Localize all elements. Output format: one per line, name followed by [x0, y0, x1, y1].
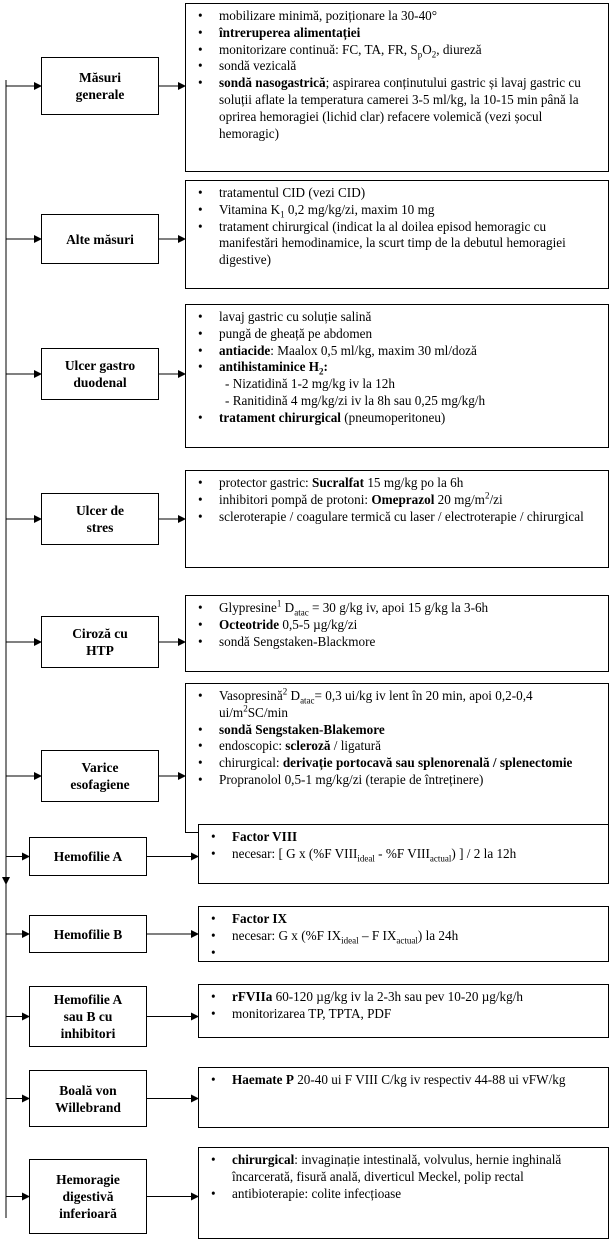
label-hemB	[29, 915, 147, 953]
box-lower	[198, 1147, 609, 1239]
list-item: • chirurgical: derivație portocavă sau splenorenală / splenectomie	[192, 755, 600, 772]
label-line: Măsuri	[78, 70, 121, 85]
list-item: • necesar: [ G x (%F $VIII_{ideal} - \%F$ $VIII_{actual}$) ] / 2 la 12h	[205, 846, 600, 863]
label-cirrhosis	[41, 616, 159, 668]
label-line: generale	[75, 87, 125, 102]
label-line: sau B cu	[63, 1009, 113, 1024]
list-item: • Glypresine$^1$ $D_{atac} = 30$ g/kg iv, apoi 15 g/kg la 3-6h	[192, 600, 600, 617]
list-item: • antibioterapie: colite infecțioase	[205, 1186, 600, 1203]
list-item: • tratament chirurgical (indicat la al doilea episod hemoragic cu manifestări hemodinamice, la scurt timp de la debutul hemoragiei digestive)	[192, 219, 600, 269]
list-item: - Ranitidină 4 mg/kg/zi iv la 8h sau 0,25 mg/kg/h	[225, 392, 486, 408]
list-item: • mobilizare minimă, poziționare la 30-40°	[192, 8, 600, 25]
list-item: • Haemate P 20-40 ui F VIII C/kg iv respectiv 44-88 ui vFW/kg	[205, 1072, 600, 1089]
list-item: • Octeotride 0,5-5 µg/kg/zi	[192, 617, 600, 634]
label-line: HTP	[86, 643, 114, 658]
label-line: stres	[86, 520, 114, 535]
box-general	[185, 3, 609, 172]
list-item: • întreruperea alimentației	[192, 25, 600, 42]
list-item: • Factor VIII	[205, 829, 600, 846]
label-hemA	[29, 837, 147, 876]
label-line: Hemofilie A	[53, 992, 123, 1007]
list-item: • tratament chirurgical (pneumoperitoneu)	[192, 410, 600, 427]
label-line: digestivă	[62, 1189, 114, 1204]
box-cirrhosis	[185, 595, 609, 672]
label-line: Willebrand	[55, 1099, 121, 1115]
list-item: • sondă Sengstaken-Blakemore	[192, 722, 600, 739]
label-line: inferioară	[59, 1206, 117, 1221]
box-hemInh	[198, 984, 609, 1038]
label-lower	[29, 1159, 147, 1234]
list-item: • necesar: G x (%F $IX_{ideal}$ – F $IX_{actual}$) la 24h	[205, 928, 600, 945]
list-item: • chirurgical: invaginație intestinală, volvulus, hernie inghinală încarcerată, fisură anală, diverticul Meckel, polip rectal	[205, 1152, 600, 1186]
label-line: Hemoragie	[56, 1172, 120, 1187]
label-stress	[41, 493, 159, 545]
list-item: • monitorizarea TP, TPTA, PDF	[205, 1006, 600, 1023]
label-general	[41, 57, 159, 115]
label-other	[41, 214, 159, 264]
label-line: Hemofilie B	[53, 926, 123, 942]
list-item: • sondă nasogastrică; aspirarea conținutului gastric și lavaj gastric cu soluții aflate la temperatura camerei 3-5 ml/kg, la 10-15 min până la oprirea hemoragiei (lichid clar) refacere volemică (vezi șocul hemoragic)	[192, 75, 600, 142]
box-hemB	[198, 906, 609, 962]
label-line: inhibitori	[60, 1026, 116, 1041]
list-item: • scleroterapie / coagulare termică cu laser / electroterapie / chirurgical	[192, 509, 600, 526]
label-line: Alte măsuri	[66, 231, 134, 247]
label-vwd	[29, 1070, 147, 1127]
label-line: Ciroză cu	[72, 626, 128, 641]
box-ulcer	[185, 304, 609, 448]
list-item: • Vasopresină$^2$ $D_{atac}= 0,3$ ui/kg iv lent în 20 min, apoi 0,2-0,4 $ui/m^2SC/\min$	[192, 688, 600, 722]
list-item: • pungă de gheață pe abdomen	[192, 326, 600, 343]
list-item: • Factor IX	[205, 911, 600, 928]
label-line: duodenal	[73, 375, 127, 390]
box-varices	[185, 683, 609, 833]
label-line: Hemofilie A	[53, 849, 123, 864]
list-item: • rFVIIa 60-120 µg/kg iv la 2-3h sau pev 10-20 µg/kg/h	[205, 989, 600, 1006]
label-line: Boală von	[59, 1082, 117, 1098]
list-item: • Propranolol 0,5-1 mg/kg/zi (terapie de întreținere)	[192, 772, 600, 789]
list-item: • monitorizare continuă: FC, TA, FR, $S_pO_2$, diureză	[192, 42, 600, 59]
label-line: Ulcer de	[75, 503, 125, 518]
list-item: - Nizatidină 1-2 mg/kg iv la 12h	[225, 376, 395, 392]
box-stress	[185, 470, 609, 568]
list-item: • sondă vezicală	[192, 58, 600, 75]
list-item: • inhibitori pompă de protoni: Omeprazol 20 $mg/m^2/zi$	[192, 492, 600, 509]
box-other	[185, 180, 609, 289]
list-item: • endoscopic: scleroză / ligatură	[192, 738, 600, 755]
label-hemInh	[29, 986, 147, 1047]
list-item: • tratamentul CID (vezi CID)	[192, 185, 600, 202]
list-item: • Vitamina $K_1$ 0,2 mg/kg/zi, maxim 10 mg	[192, 202, 600, 219]
label-ulcer	[41, 348, 159, 400]
box-vwd	[198, 1067, 609, 1128]
label-line: esofagiene	[70, 777, 130, 792]
label-line: Varice	[81, 760, 119, 775]
list-item: • sondă Sengstaken-Blackmore	[192, 634, 600, 651]
list-item: • protector gastric: Sucralfat 15 mg/kg po la 6h	[192, 475, 600, 492]
list-item: • antiacide: Maalox 0,5 ml/kg, maxim 30 ml/doză	[192, 343, 600, 360]
list-item: • lavaj gastric cu soluție salină	[192, 309, 600, 326]
label-line: Ulcer gastro	[64, 358, 136, 373]
label-varices	[41, 750, 159, 802]
list-item: • antihistaminice $H_2$:	[192, 359, 600, 376]
box-hemA	[198, 824, 609, 884]
